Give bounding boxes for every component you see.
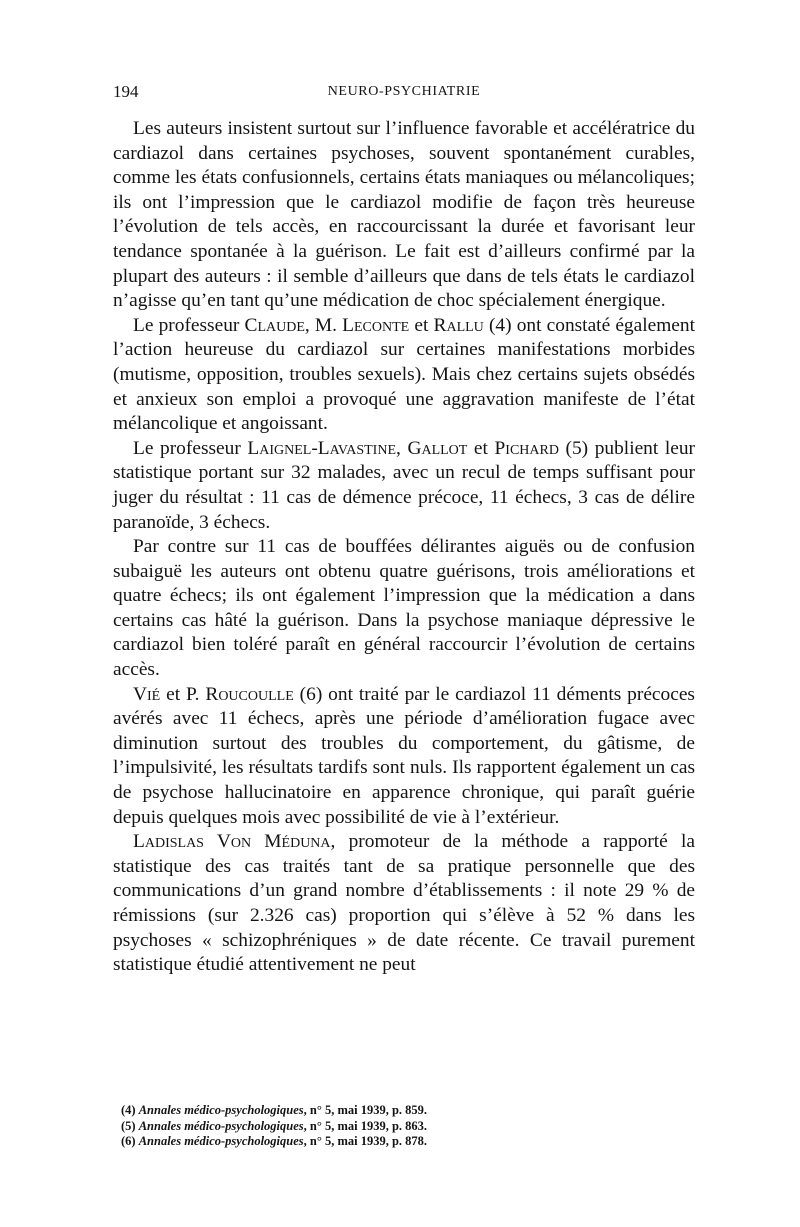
paragraph-text: , promoteur de la méthode a rapporté la statistique des cas traités tant de sa pratique personnelle que des communications d’un grand nombre d’établissements : il note 29 % de rémissions (sur 2.326 cas) proportion qui s’élève à 52 % dans les psychoses « schizophréniques » de date récente. Ce travail purement statistique étudié attentivement ne peut <box>113 831 695 976</box>
paragraph <box>113 535 695 683</box>
footnote-reference: , n° 5, mai 1939, p. 878. <box>303 1134 428 1148</box>
footnotes <box>113 1103 695 1150</box>
paragraph <box>113 683 695 831</box>
author-name: Claude <box>244 314 305 336</box>
paragraph-text: (6) ont traité par le cardiazol 11 déments précoces avérés avec 11 échecs, après une période d’amélioration fugace avec diminution surtout des troubles du comportement, du gâtisme, de l’impulsivité, les résultats tardifs sont nuls. Ils rapportent également un cas de psychose hallucinatoire en apparence chronique, qui paraît guérie depuis quelques mois avec possibilité de vie à l’extérieur. <box>113 683 695 828</box>
paragraph-text: , M. <box>304 314 343 336</box>
paragraph-text: (4) ont constaté également l’action heureuse du cardiazol sur certaines manifestations morbides (mutisme, opposition, troubles sexuels). Mais chez certains sujets obsédés et anxieux son emploi a provoqué une aggravation manifeste de l’état mélancolique et angoissant. <box>113 314 695 435</box>
author-name: Rallu <box>433 314 484 336</box>
paragraph <box>113 830 695 978</box>
paragraph-text: Le professeur <box>133 314 245 336</box>
footnote-number: (6) <box>121 1134 136 1148</box>
author-name: Gallot <box>407 437 468 459</box>
footnote-number: (5) <box>121 1118 136 1133</box>
footnote <box>113 1134 695 1150</box>
paragraph-text: et P. <box>160 683 206 705</box>
footnote <box>113 1103 695 1119</box>
author-name: Laignel-Lavastine <box>247 437 397 459</box>
paragraph-text: et <box>409 314 434 336</box>
footnote-reference: , n° 5, mai 1939, p. 863. <box>303 1118 428 1133</box>
body-text <box>113 117 695 978</box>
footnote-number: (4) <box>121 1103 136 1117</box>
paragraph-text: et <box>467 437 495 459</box>
footnote-journal: Annales médico-psychologiques <box>138 1103 304 1117</box>
paragraph-text: (5) publient leur statistique portant sur 32 malades, avec un recul de temps suffisant pour juger du résultat : 11 cas de démence précoce, 11 échecs, 3 cas de délire paranoïde, 3 échecs. <box>113 437 695 533</box>
paragraph <box>113 437 695 535</box>
author-name: Roucoulle <box>205 683 294 705</box>
page-header <box>113 82 695 106</box>
paragraph-text: Le professeur <box>133 437 248 459</box>
paragraph <box>113 117 695 314</box>
paragraph-text: Par contre sur 11 cas de bouffées délirantes aiguës ou de confusion subaiguë les auteurs ont obtenu quatre guérisons, trois améliorations et quatre échecs; ils ont également l’impression que la médication a dans certains cas hâté la guérison. Dans la psychose maniaque dépressive le cardiazol bien toléré paraît en général raccourcir l’évolution de certains accès. <box>113 536 695 681</box>
author-name: Ladislas Von Méduna <box>133 831 331 853</box>
footnote-journal: Annales médico-psychologiques <box>138 1118 304 1133</box>
author-name: Vié <box>133 683 161 705</box>
author-name: Pichard <box>494 437 559 459</box>
paragraph-text: , <box>396 437 408 459</box>
footnote <box>113 1119 695 1135</box>
footnote-journal: Annales médico-psychologiques <box>138 1134 304 1148</box>
footnote-reference: , n° 5, mai 1939, p. 859. <box>303 1103 428 1117</box>
running-title: NEURO-PSYCHIATRIE <box>327 84 481 99</box>
author-name: Leconte <box>342 314 410 336</box>
paragraph <box>113 314 695 437</box>
paragraph-text: Les auteurs insistent surtout sur l’influence favorable et accélératrice du cardiazol dans certaines psychoses, souvent spontanément curables, comme les états confusionnels, certains états maniaques ou mélancoliques; ils ont l’impression que le cardiazol modifie de façon très heureuse l’évolution de tels accès, en raccourcissant la durée et favorisant leur tendance spontanée à la guérison. Le fait est d’ailleurs confirmé par la plupart des auteurs : il semble d’ailleurs que dans de tels états le cardiazol n’agisse qu’en tant qu’une médication de choc spécialement énergique. <box>113 118 695 312</box>
page-number: 194 <box>113 82 139 101</box>
